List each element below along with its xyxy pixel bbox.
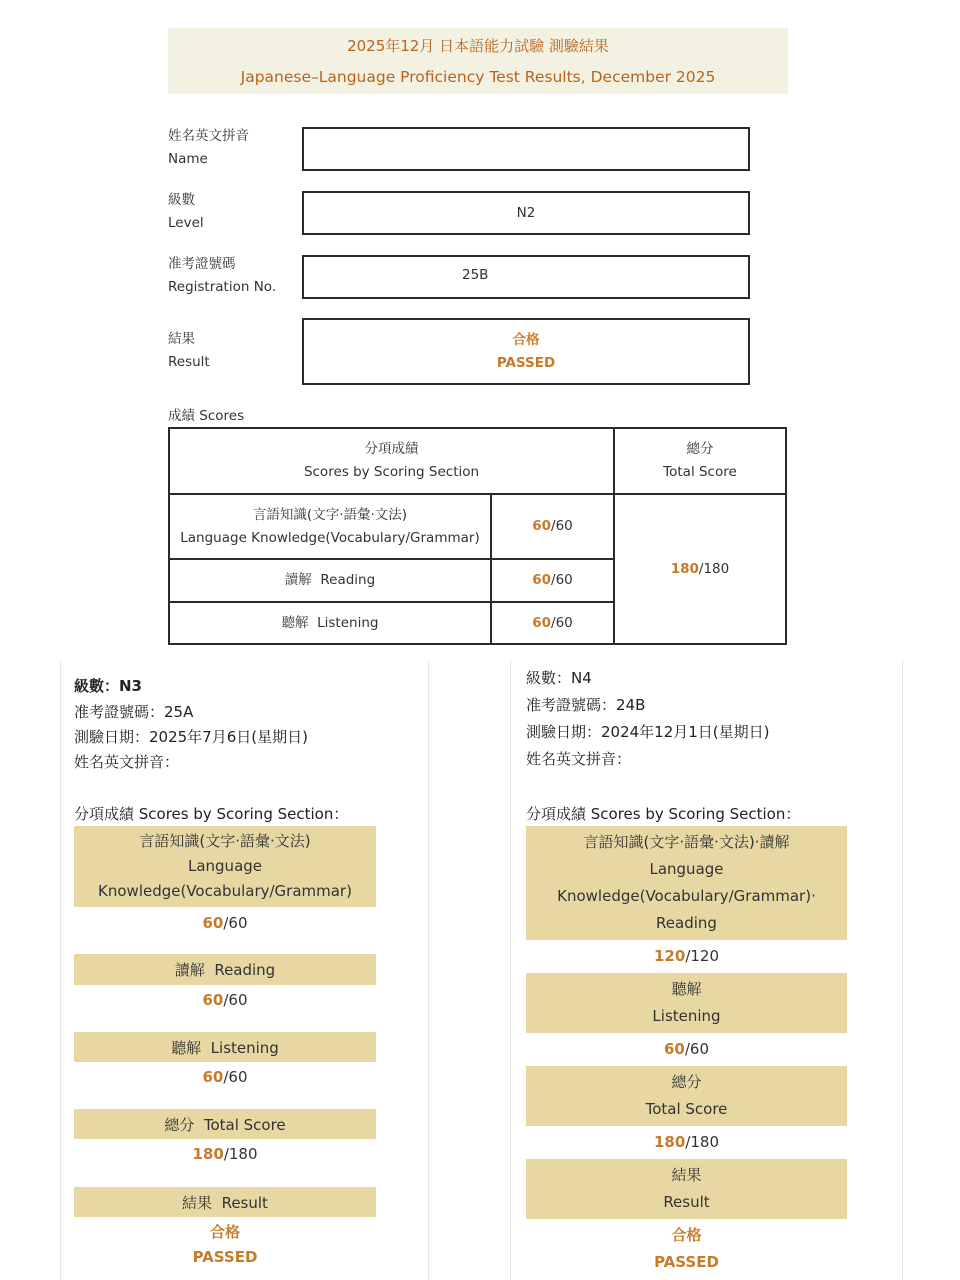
banner-title-zh: 2025年12月 日本語能力試驗 測驗結果 [347,37,609,55]
n4-registration: 准考證號碼：24B [526,696,646,714]
n3-listening-header [74,1032,376,1062]
registration-label-zh: 准考證號碼 [168,256,236,272]
n3-language-label-2: Language [187,857,263,875]
card-border [510,660,511,1280]
results-banner [168,28,788,94]
n3-result-header [74,1187,376,1217]
level-label-zh: 級數 [168,192,195,208]
n3-listening-max: /60 [223,1068,248,1086]
table-row-reading-score [492,560,613,601]
n4-total-score: 180 [654,1133,686,1151]
n3-section-title: 分項成績 Scores by Scoring Section： [74,805,349,823]
card-border [60,660,61,1280]
n4-section-title: 分項成績 Scores by Scoring Section： [526,805,801,823]
n3-language-header [74,826,376,907]
n4-listening-max: /60 [684,1040,709,1058]
card-border [428,660,429,1280]
n4-test-date: 測驗日期：2024年12月1日(星期日) [526,723,770,741]
level-value: N2 [516,205,536,221]
result-value-en: PASSED [496,354,556,371]
result-label-zh: 結果 [168,331,195,347]
row-language-label-en: Language Knowledge(Vocabulary/Grammar) [180,529,480,546]
table-row-language-label [170,495,490,558]
level-label [168,189,204,235]
n4-result-zh: 合格 [671,1226,702,1244]
n4-total-label-2: Total Score [645,1100,728,1118]
total-max: /180 [698,560,730,577]
n3-name: 姓名英文拼音： [74,753,180,771]
registration-value: 25B [462,267,489,283]
total-score: 180 [670,560,699,577]
n4-listening-header [526,973,847,1033]
header-section-zh: 分項成績 [364,441,419,457]
card-border [902,660,903,1280]
row-reading-label: 讀解 Reading [284,572,376,588]
n4-language-header [526,826,847,940]
n4-result-label-1: 結果 [671,1166,702,1184]
language-score: 60 [532,518,552,534]
n4-total-max: /180 [685,1133,719,1151]
n4-language-label-3: Knowledge(Vocabulary/Grammar)‧ [557,887,816,905]
n3-result-zh: 合格 [209,1223,240,1241]
n4-total-value [526,1128,847,1156]
n4-language-label-4: Reading [656,914,717,932]
n4-listening-value [526,1035,847,1063]
level-value-box [302,191,750,235]
n4-result-label-2: Result [663,1193,710,1211]
scores-table [168,427,787,645]
n3-result-value [74,1219,376,1271]
table-row-listening-label [170,603,490,643]
language-max: /60 [551,518,573,534]
banner-title-en: Japanese–Language Proficiency Test Results, December 2025 [240,68,716,86]
n4-total-label-1: 總分 [671,1073,702,1091]
n3-language-label-3: Knowledge(Vocabulary/Grammar) [98,882,352,900]
registration-label-en: Registration No. [168,279,277,295]
n4-language-label-1: 言語知識(文字‧語彙‧文法)‧讀解 [583,833,790,851]
registration-label [168,253,276,299]
n3-level: 級數：N3 [74,677,142,695]
result-value-box [302,318,750,385]
n4-language-value [526,942,847,970]
header-section-en: Scores by Scoring Section [303,464,480,480]
reading-max: /60 [551,572,573,588]
n4-level: 級數：N4 [526,669,592,687]
result-label [168,328,210,374]
n4-listening-label-2: Listening [652,1007,721,1025]
n4-result-en: PASSED [654,1253,719,1271]
result-value-zh: 合格 [512,331,540,348]
row-language-label-zh: 言語知識(文字‧語彙‧文法) [252,506,408,523]
n3-language-score: 60 [202,914,224,932]
n3-reading-label: 讀解 Reading [174,961,276,979]
n4-listening-label-1: 聽解 [671,980,702,998]
n3-listening-score: 60 [202,1068,224,1086]
n3-listening-value [74,1064,376,1090]
n3-total-label: 總分 Total Score [164,1115,286,1134]
n3-reading-header [74,954,376,985]
n4-result-header [526,1159,847,1219]
table-row-reading-label [170,560,490,601]
n3-language-label-1: 言語知識(文字‧語彙‧文法) [139,832,311,850]
level-label-en: Level [168,215,204,231]
n4-language-max: /120 [685,947,719,965]
registration-value-box [302,255,750,299]
n4-result-value [526,1221,847,1277]
n4-language-score: 120 [654,947,686,965]
reading-score: 60 [532,572,552,588]
table-row-listening-score [492,603,613,643]
header-total-zh: 總分 [686,441,714,457]
name-label-zh: 姓名英文拼音 [168,128,249,144]
listening-score: 60 [532,614,552,631]
header-total-en: Total Score [663,464,737,480]
table-header-section [170,429,613,493]
table-row-language-score [492,495,613,558]
n3-total-header [74,1109,376,1139]
n4-total-header [526,1066,847,1126]
row-listening-label: 聽解 Listening [281,614,379,631]
n3-test-date: 測驗日期：2025年7月6日(星期日) [74,728,308,746]
table-header-total [615,429,785,493]
n3-total-max: /180 [223,1145,258,1163]
n3-language-max: /60 [223,914,248,932]
n3-registration: 准考證號碼：25A [74,703,194,721]
n4-name: 姓名英文拼音： [526,750,632,768]
n3-result-label: 結果 Result [182,1193,268,1212]
name-value-box [302,127,750,171]
n3-total-score: 180 [192,1145,224,1163]
table-total-score [615,495,785,643]
n3-language-value [74,909,376,937]
n3-result-en: PASSED [192,1248,258,1266]
n3-reading-max: /60 [223,991,248,1009]
scores-title: 成績 Scores [168,408,245,424]
result-label-en: Result [168,354,210,370]
listening-max: /60 [551,614,573,631]
n4-listening-score: 60 [663,1040,685,1058]
n3-reading-value [74,987,376,1013]
n4-language-label-2: Language [649,860,724,878]
n3-listening-label: 聽解 Listening [171,1038,279,1057]
n3-reading-score: 60 [202,991,224,1009]
n3-total-value [74,1141,376,1167]
name-label-en: Name [168,151,208,167]
name-label [168,125,249,171]
